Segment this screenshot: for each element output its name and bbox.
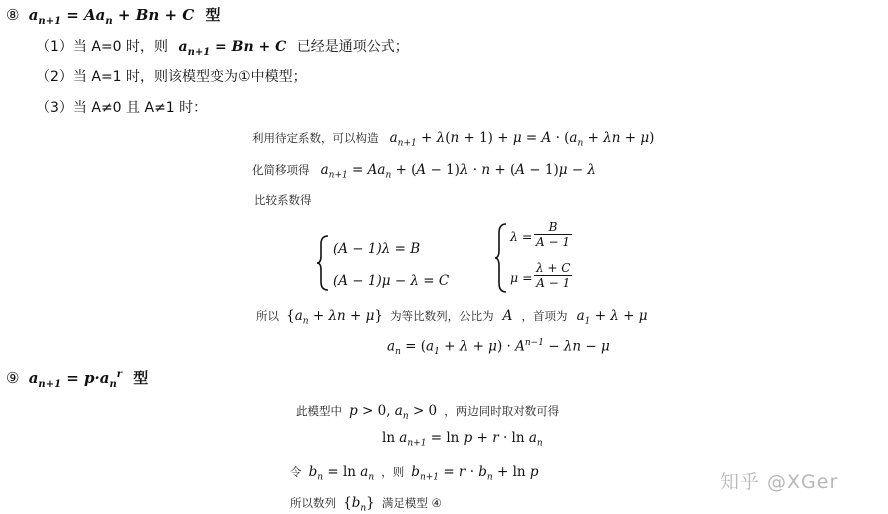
mu-fraction	[534, 261, 572, 290]
section-8-heading	[6, 4, 221, 27]
substitution-line	[290, 461, 539, 483]
system-left-eq-1: (A − 1)λ = B	[333, 241, 421, 257]
conclusion-first-label: ，首项为	[521, 309, 568, 323]
section-9-marker: ⑨	[6, 369, 20, 387]
substitution-mid: ，则	[381, 465, 405, 479]
conclusion-prefix: 所以	[256, 309, 279, 323]
lambda-lhs: λ =	[510, 229, 533, 244]
case-2-text: 当 A=1 时，则该模型变为①中模型；	[72, 69, 307, 85]
construct-line	[252, 127, 654, 149]
lambda-denominator: A − 1	[536, 235, 570, 249]
lambda-fraction	[534, 220, 572, 249]
section-9-type: 型	[133, 369, 149, 387]
system-left-eq-2: (A − 1)μ − λ = C	[333, 273, 450, 289]
case-2-num: （2）	[36, 69, 73, 85]
conclusion-sequence: $\{a_n + \lambda n + \mu\}$	[286, 308, 383, 327]
case-1-text: 当 A=0 时，则	[72, 39, 169, 55]
zhihu-watermark: 知乎 @XGer	[720, 471, 839, 493]
simplify-label: 化简移项得	[252, 163, 310, 177]
simplify-formula: $a_{n+1} = Aa_n + (A - 1)\lambda \cdot n + (A - 1)\mu - \lambda$	[320, 162, 596, 181]
case-1-num: （1）	[36, 39, 73, 55]
substitution-definition: $b_n = \ln a_n$	[308, 464, 375, 483]
case-1-formula: $a_{n+1} = Bn + C$	[178, 39, 287, 58]
section-9-heading	[6, 367, 148, 390]
model-condition-suffix: ，两边同时取对数可得	[444, 404, 560, 418]
substitution-prefix: 令	[290, 465, 302, 479]
section-8-formula: $a_{n+1} = Aa_n + Bn + C$	[28, 6, 195, 27]
left-brace-icon	[316, 234, 330, 292]
model-condition-line	[296, 400, 559, 422]
simplify-line	[252, 159, 596, 181]
mu-denominator: A − 1	[536, 276, 571, 290]
final-prefix: 所以数列	[290, 496, 336, 510]
case-2-line	[36, 66, 307, 86]
final-line	[290, 492, 442, 514]
case-3-text: 当 A≠0 且 A≠1 时：	[72, 100, 208, 116]
construct-label: 利用待定系数，可以构造	[252, 131, 379, 145]
substitution-formula: $b_{n+1} = r \cdot b_n + \ln p$	[411, 464, 539, 483]
case-1-line	[36, 36, 409, 58]
case-3-num: （3）	[36, 100, 73, 116]
compare-label: 比较系数得	[254, 193, 312, 207]
conclusion-ratio: A	[502, 308, 513, 324]
result-formula: $a_n = (a_1 + \lambda + \mu) \cdot A^{n-1} - \lambda n - \mu$	[387, 338, 610, 358]
construct-formula: $a_{n+1} + \lambda(n + 1) + \mu = A \cdot (a_n + \lambda n + \mu)$	[389, 130, 655, 149]
right-brace-icon	[494, 222, 508, 294]
case-1-tail: 已经是通项公式；	[296, 39, 409, 55]
section-8-type: 型	[205, 6, 221, 24]
section-8-marker: ⑧	[6, 6, 20, 24]
conclusion-mid: 为等比数列，公比为	[390, 309, 494, 323]
mu-lhs: μ =	[510, 270, 533, 285]
case-3-line	[36, 97, 207, 117]
conclusion-line	[256, 305, 648, 327]
log-formula: $\ln a_{n+1} = \ln p + r \cdot \ln a_n$	[382, 430, 543, 449]
mu-numerator: λ + C	[536, 261, 571, 275]
model-condition-prefix: 此模型中	[296, 404, 342, 418]
model-condition-formula: p > 0, $a_n > 0$	[349, 403, 438, 422]
final-suffix: 满足模型 ④	[381, 496, 442, 510]
conclusion-first-term: $a_1 + \lambda + \mu$	[576, 308, 648, 327]
section-9-formula: $a_{n+1} = p\cdot a_n^r$	[28, 369, 123, 390]
final-sequence: $\{b_n\}$	[343, 495, 375, 514]
lambda-numerator: B	[534, 220, 572, 235]
